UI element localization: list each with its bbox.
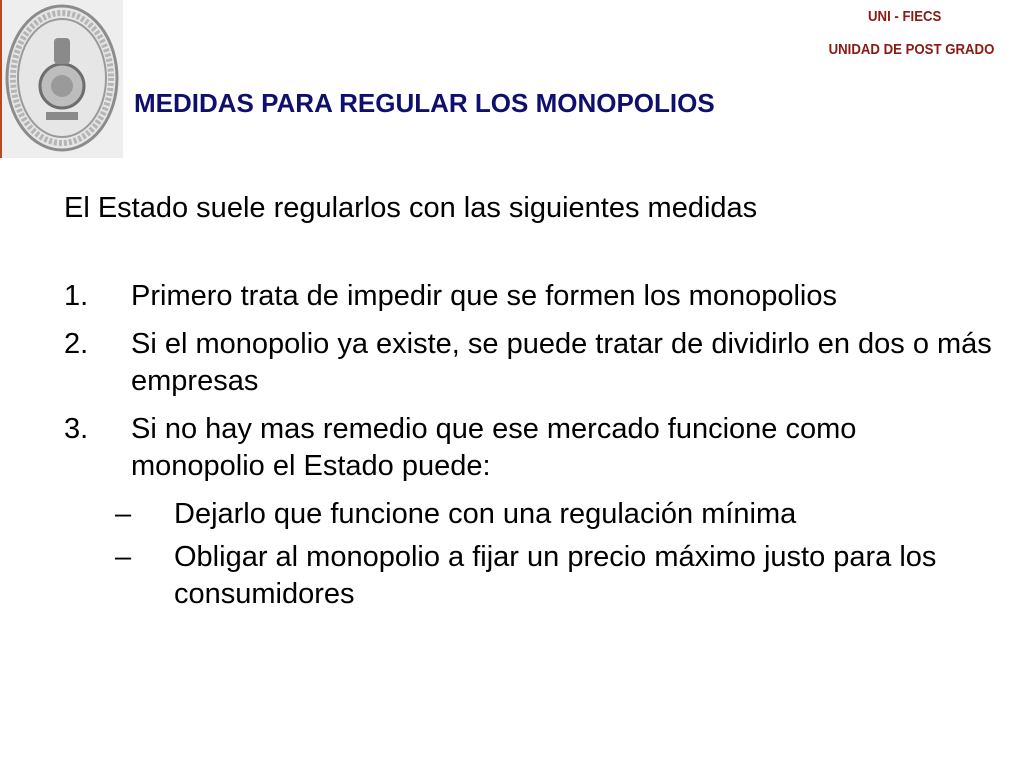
- list-item: [64, 411, 994, 485]
- slide-title: MEDIDAS PARA REGULAR LOS MONOPOLIOS: [134, 88, 715, 118]
- sub-list-marker: –: [115, 498, 132, 530]
- list-marker: 1.: [64, 280, 89, 312]
- intro-text: El Estado suele regularlos con las siguientes medidas: [64, 192, 758, 224]
- list-item: [64, 278, 994, 315]
- slide-body: [64, 190, 994, 619]
- list-item-text: Primero trata de impedir que se formen los monopolios: [131, 280, 837, 312]
- header-org: UNI - FIECS: [867, 8, 941, 25]
- list-marker: 3.: [64, 413, 89, 445]
- header-unit: UNIDAD DE POST GRADO: [828, 41, 994, 58]
- sub-list-item-text: Obligar al monopolio a fijar un precio máximo justo para los consumidores: [174, 541, 937, 610]
- list-item-text: Si no hay mas remedio que ese mercado funcione como monopolio el Estado puede:: [131, 413, 857, 482]
- list-item-text: Si el monopolio ya existe, se puede tratar de dividirlo en dos o más empresas: [131, 328, 992, 397]
- sub-list-item-text: Dejarlo que funcione con una regulación mínima: [174, 498, 797, 530]
- university-seal-icon: [0, 0, 123, 158]
- sub-list-item: [64, 539, 994, 613]
- list-item: [64, 326, 994, 400]
- sub-list-item: [64, 496, 994, 533]
- list-marker: 2.: [64, 328, 89, 360]
- sub-list-marker: –: [115, 541, 132, 573]
